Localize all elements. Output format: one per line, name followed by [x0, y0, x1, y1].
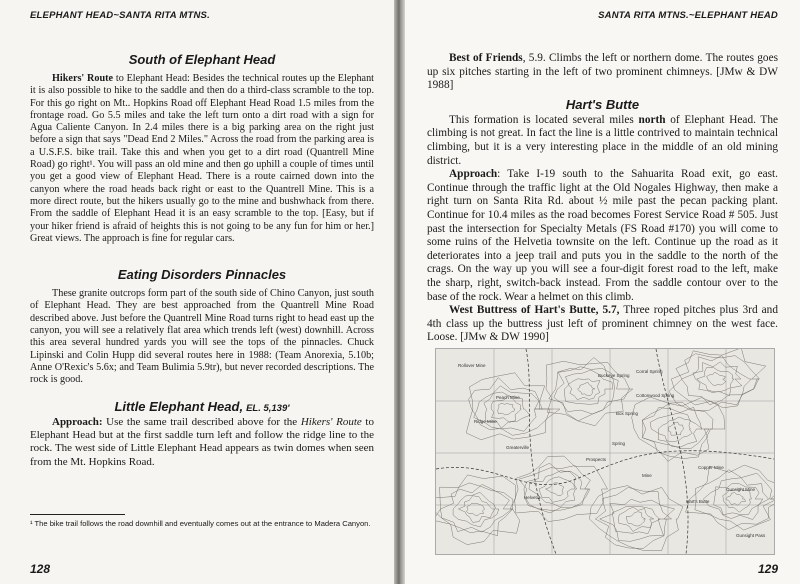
lead-approach-right: Approach	[449, 168, 498, 181]
paragraph-harts-approach	[427, 168, 778, 304]
section-title-south-of-elephant-head: South of Elephant Head	[128, 52, 276, 67]
map-road	[526, 349, 556, 554]
hikers-route-body: to Elephant Head: Besides the technical routes up the Elephant it is also possible to hike to the saddle and then do a third-class scramble to the top. For this go right on Mt.. Hopkins Road off Elephant Head Road 1.5 miles from the frontage road. Go 5.5 miles and take the left turn onto a dirt road with a sign for Agua Caliente Canyon. In 2.4 miles there is a big parking area on the right just before a sign that says "Dead End 2 Miles." Across the road from the parking area is a U.S.F.S. bike trail. Take this and when you get to a dirt road (Quantrell Mine Road) go right¹. You will pass an old mine and then go uphill a couple of times until you get a good view of Elephant Head. There is a route cairned down into the canyon where the road heads back right or east to the Quantrell Mine. This is a more direct route, but the hikers usually go to the mine and bushwhack from there. From the saddle of Elephant Head it is an easy scramble to the top. [Easy, but if your hiker friend is afraid of heights this is not going to be any fun for him or her.] Great views. The approach is fine for regular cars.	[30, 73, 374, 244]
map-contour	[626, 512, 645, 526]
map-contour	[686, 465, 775, 530]
map-contour	[703, 478, 769, 520]
map-contour	[546, 361, 633, 426]
map-label: Peach Mine	[496, 395, 520, 400]
map-label: Greaterville	[506, 445, 530, 450]
map-label: Prospects	[586, 457, 607, 462]
map-contour	[618, 507, 654, 531]
map-label: Spring	[612, 441, 626, 446]
little-elephant-title-text: Little Elephant Head,	[114, 398, 244, 414]
map-label: Copper Mine	[698, 465, 724, 470]
map-contour	[697, 367, 734, 392]
paragraph-little-elephant-approach	[30, 416, 374, 470]
west-buttress-body: Three roped pitches plus 3rd and 4th class up the buttress just left of prominent chimney on the west face. Loose. [JMw & DW 1990]	[427, 304, 778, 344]
map-contour	[707, 372, 726, 386]
running-head-left: ELEPHANT HEAD~SANTA RITA MTNS.	[30, 10, 210, 21]
elevation-label: EL. 5,139'	[246, 402, 290, 414]
harts-approach-body: : Take I-19 south to the Sahuarita Road exit, go east. Continue through the traffic light at the Old Nogales Highway, then make a right turn on Santa Rita Rd. about ½ mile past the pecan packing plant. Continue for 10.4 miles as the road becomes Forest Service Road # 505. Just past the intersection for Specialty Metals (FS Road #170) you will come to some ruins of the Helvetia townsite on the left. Continue up the road as it deteriorates into a jeep trail and puts you in the saddle to the north of the crags. On the way up you will see a four-digit forest road to the left, make the sharp, right, switch-back instead. From the saddle contour over to the base of the rock. Wear a helmet on this climb.	[427, 168, 778, 303]
map-label: Box Spring	[616, 411, 639, 416]
paragraph-best-of-friends	[427, 52, 778, 93]
map-contour	[590, 486, 683, 551]
approach-body-em: Hikers' Route	[300, 415, 362, 428]
map-label: Cottonwood Spring	[636, 393, 675, 398]
map-contour	[466, 373, 560, 440]
map-label: Helvetia	[524, 495, 541, 500]
map-contour	[600, 499, 672, 541]
approach-body-b: to Elephant Head but at the first saddle turn left and follow the ridge line to the rock. The west side of Little Elephant Head appears as twin domes when seen from the Mt. Hopkins Road.	[30, 415, 374, 468]
paragraph-harts-butte-intro	[427, 114, 778, 168]
section-title-eating-disorders: Eating Disorders Pinnacles	[117, 267, 287, 283]
map-contour	[458, 496, 494, 523]
topo-map	[435, 348, 775, 555]
map-label: Rollover Mine	[458, 363, 486, 368]
left-page	[0, 0, 394, 584]
topo-map-graphic	[436, 349, 774, 554]
right-page	[405, 0, 800, 584]
section-title-little-elephant-head	[30, 399, 374, 414]
map-contour	[519, 466, 591, 511]
lead-best-of-friends: Best of Friends	[449, 52, 523, 64]
map-road	[656, 349, 688, 554]
footnote-rule	[30, 514, 125, 515]
map-label: Hart's Butte	[686, 499, 710, 504]
best-of-friends-body: , 5.9. Climbs the left or northern dome. The routes goes up six pitches starting in the left of two prominent chimneys. [JMw & DW 1988]	[427, 52, 778, 92]
map-contour	[469, 378, 551, 436]
map-label: Corral Spring	[636, 369, 663, 374]
lead-west-buttress: West Buttress of Hart's Butte, 5.7,	[449, 304, 620, 317]
approach-body-a: Use the same trail described above for the	[102, 415, 301, 428]
section-title-harts-butte: Hart's Butte	[565, 96, 640, 112]
harts-intro-a: This formation is located several miles	[449, 113, 639, 126]
map-label: Mine	[642, 473, 652, 478]
footnote: ¹ The bike trail follows the road downhill and eventually comes out at the entrance to Madera Canyon.	[30, 519, 371, 528]
harts-intro-b: of Elephant Head. The climbing is not great. In fact the line is a little contrived to maintain technical climbing, but it is a very interesting place in the middle of an old mining district.	[427, 113, 778, 167]
map-label: Buckeye Spring	[598, 373, 630, 378]
map-label: Gunsight Pass	[736, 533, 766, 538]
map-contour	[529, 471, 577, 507]
map-contour	[568, 379, 600, 400]
map-contour	[539, 477, 574, 503]
map-contour	[723, 489, 752, 513]
map-contour	[595, 487, 674, 548]
page-number-right: 129	[757, 562, 778, 576]
book-gutter	[394, 0, 405, 584]
paragraph-hikers-route	[30, 73, 374, 245]
page-number-left: 128	[30, 562, 51, 576]
map-contour	[650, 413, 702, 447]
paragraph-west-buttress	[427, 304, 778, 345]
running-head-right: SANTA RITA MTNS.~ELEPHANT HEAD	[598, 10, 778, 21]
map-contour	[578, 382, 595, 396]
map-contour	[693, 362, 742, 396]
harts-intro-bold: north	[638, 113, 666, 126]
lead-hikers-route: Hikers' Route	[52, 73, 114, 84]
paragraph-eating-disorders: These granite outcrops form part of the south side of Chino Canyon, just south of Elephant Head. They are best approached from the Quantrell Mine Road described above. Just before the Quantrell Mine Road turns right to head east up the canyon, you will see a relatively flat area which trends left (west) downhill. Across this area several hundred yards you will see the tops of the pinnacles. Chuck Lipinski and Colin Hupp did several routes here in 1988: (Team Anorexia, 5.10b; Anne O'Rexic's 5.6x; and Team Bulimia 5.9tr), but never recorded descriptions. The rock is good.	[30, 288, 374, 386]
map-contour	[498, 403, 515, 415]
map-contour	[474, 386, 543, 432]
map-contour	[546, 483, 564, 496]
map-contour	[643, 407, 710, 448]
lead-approach-left: Approach:	[52, 415, 103, 428]
map-contour	[515, 456, 608, 521]
map-contour	[669, 349, 766, 411]
map-contour	[726, 493, 746, 506]
map-contour	[441, 484, 513, 532]
map-label: Ridge Mine	[474, 419, 497, 424]
map-contour	[642, 403, 713, 459]
map-label: Gunsight Mine	[726, 487, 756, 492]
